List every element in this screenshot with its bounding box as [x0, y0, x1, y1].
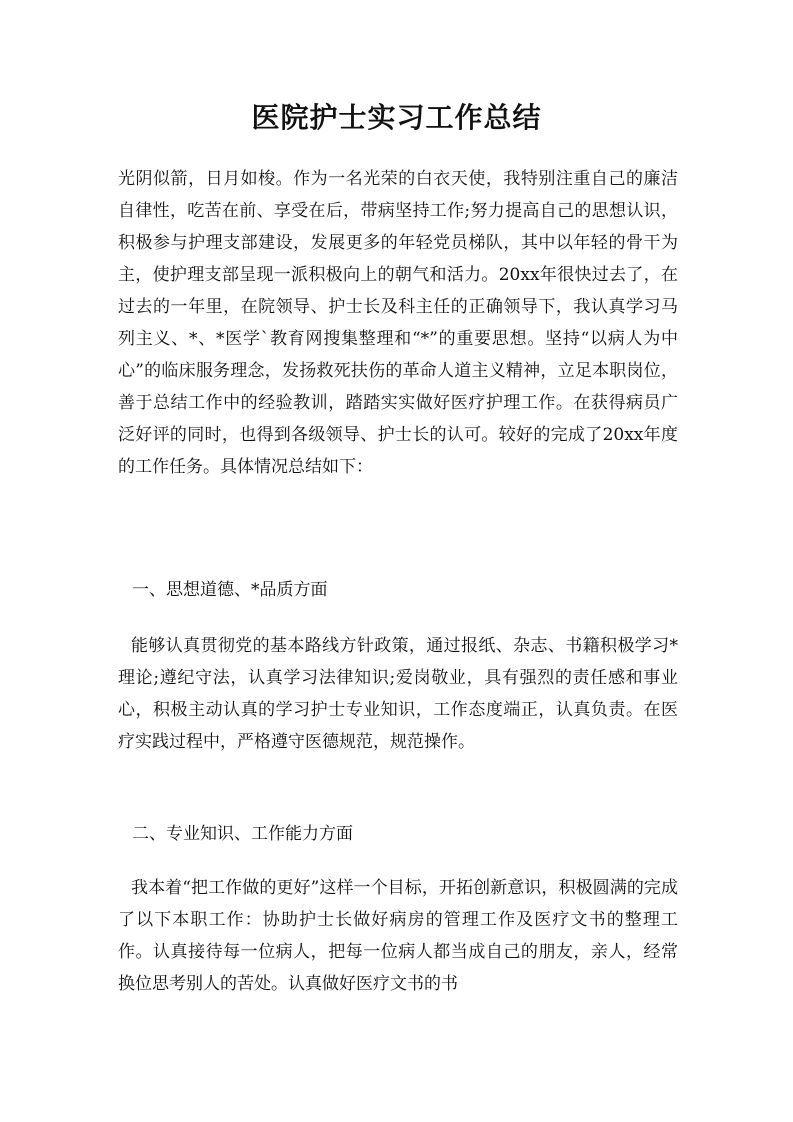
section-heading-1: 一、思想道德、*品质方面	[132, 580, 328, 600]
section-2-paragraph: 我本着“把工作做的更好”这样一个目标，开拓创新意识，积极圆满的完成了以下本职工作：协助护士长做好病房的管理工作及医疗文书的整理工作。认真接待每一位病人，把每一位病人都当成自己的朋友，亲人，经常换位思考别人的苦处。认真做好医疗文书的书	[118, 878, 678, 994]
document-title: 医院护士实习工作总结	[251, 101, 542, 134]
section-1-paragraph: 能够认真贯彻党的基本路线方针政策，通过报纸、杂志、书籍积极学习*理论;遵纪守法，认真学习法律知识;爱岗敬业，具有强烈的责任感和事业心，积极主动认真的学习护士专业知识，工作态度端正，认真负责。在医疗实践过程中，严格遵守医德规范，规范操作。	[118, 636, 678, 752]
section-heading-2: 二、专业知识、工作能力方面	[132, 824, 353, 844]
intro-paragraph: 光阴似箭，日月如梭。作为一名光荣的白衣天使，我特别注重自己的廉洁自律性，吃苦在前、享受在后，带病坚持工作;努力提高自己的思想认识，积极参与护理支部建设，发展更多的年轻党员梯队，其中以年轻的骨干为主，使护理支部呈现一派积极向上的朝气和活力。20xx年很快过去了，在过去的一年里，在院领导、护士长及科主任的正确领导下，我认真学习马列主义、*、*医学`教育网搜集整理和“*”的重要思想。坚持“以病人为中心”的临床服务理念，发扬救死扶伤的革命人道主义精神，立足本职岗位，善于总结工作中的经验教训，踏踏实实做好医疗护理工作。在获得病员广泛好评的同时，也得到各级领导、护士长的认可。较好的完成了20xx年度的工作任务。具体情况总结如下：	[118, 169, 678, 477]
